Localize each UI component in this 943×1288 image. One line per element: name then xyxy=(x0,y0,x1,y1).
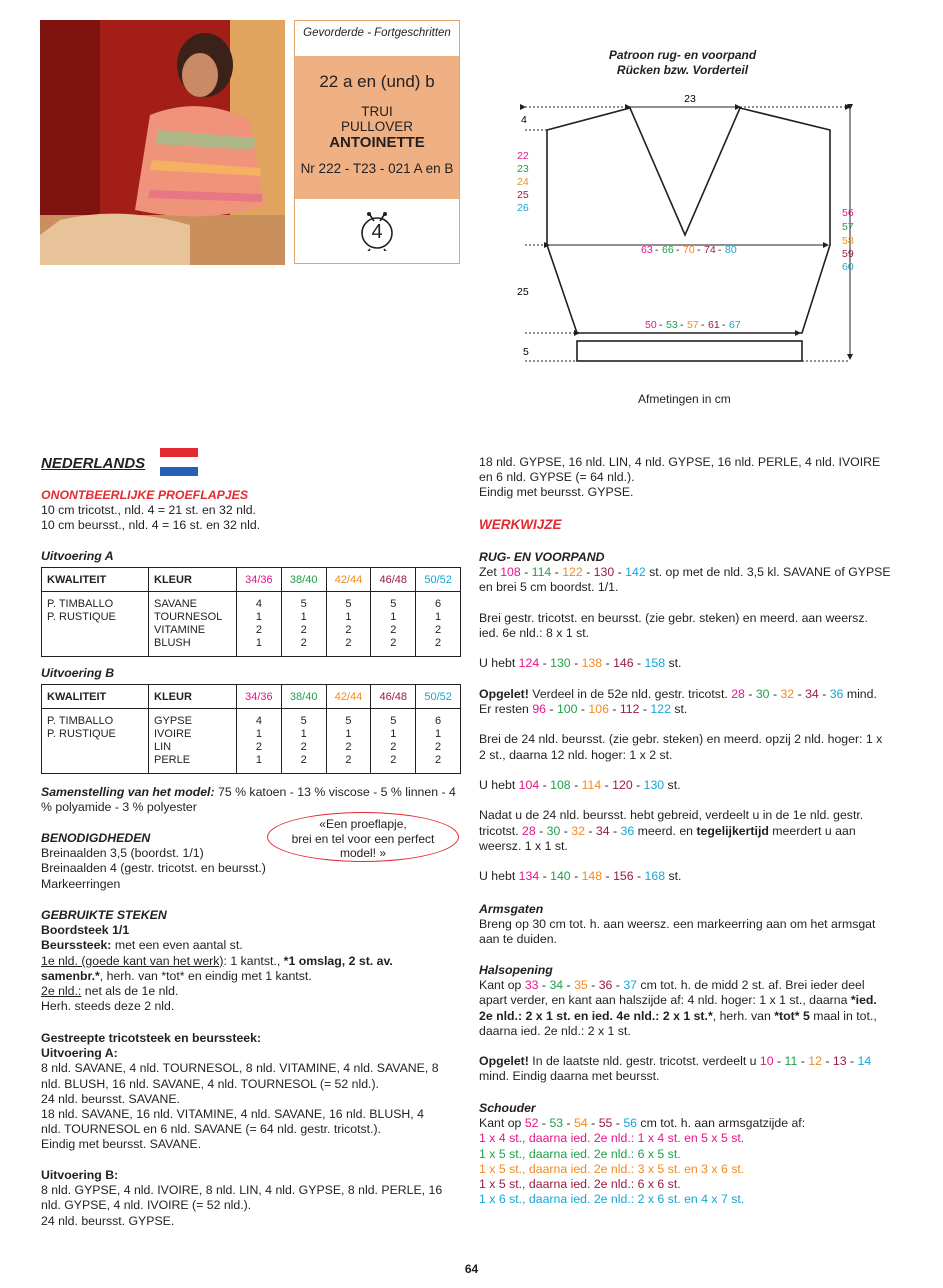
svg-text:22: 22 xyxy=(517,150,529,162)
th-size-3: 42/44 xyxy=(326,568,371,592)
svg-text:61: 61 xyxy=(708,319,720,331)
svg-text:67: 67 xyxy=(729,319,741,331)
dutch-flag-icon xyxy=(160,448,198,476)
werkwijze-heading: WERKWIJZE xyxy=(479,517,562,532)
proef-heading: ONONTBEERLIJKE PROEFLAPJES xyxy=(41,488,249,502)
svg-text:60: 60 xyxy=(842,261,854,273)
pattern-label xyxy=(294,20,460,264)
rug-section: RUG- EN VOORPAND Zet 108 - 114 - 122 - 130 - 142 st. op met de nld. 3,5 kl. SAVANE of GYPSE en brei 5 cm boordst. 1/1. Brei gestr. tricotst. en beursst. (zie gebr. steken) en meerd. aan weersz. ied. 6e nld.: 8 x 1 st. U hebt 124 - 130 - 138 - 146 - 158 st. Opgelet! Verdeel in de 52e nld. gestr. tricotst. 28 - 30 - 32 - 34 - 36 mind. Er resten 96 - 100 - 106 - 112 - 122 st. Brei de 24 nld. beursst. (zie gebr. steken) en meerd. opzij 2 nld. hoger: 1 x 2 st., daarna 12 nld. hoger: 1 x 2 st. U hebt 104 - 108 - 114 - 120 - 130 st. Nadat u de 24 nld. beursst. hebt gebreid, verdeelt u in de 1e nld. gestr. tricotst. 28 - 30 - 32 - 34 - 36 meerd. en tegelijkertijd meerdert u aan weersz. 1 x 1 st. U hebt 134 - 140 - 148 - 156 - 168 st. xyxy=(479,550,891,884)
th-size-2: 38/40 xyxy=(281,568,326,592)
title-block xyxy=(295,56,459,199)
table-header-row: KWALITEIT KLEUR 34/36 38/40 42/44 46/48 50/52 xyxy=(42,685,461,709)
diagram-title xyxy=(515,48,865,78)
table-header-row xyxy=(42,568,461,592)
page-number: 64 xyxy=(464,1262,479,1276)
chest-labels xyxy=(641,244,737,256)
top-width-label: 23 xyxy=(684,93,696,105)
pattern-name: ANTOINETTE xyxy=(329,134,425,151)
dimension-labels xyxy=(517,93,854,358)
language-heading xyxy=(41,455,145,472)
tip-bubble: «Een proeflapje, brei en tel voor een perfect model! » xyxy=(267,812,459,862)
gebruikte-steken: GEBRUIKTE STEKEN Boordsteek 1/1 Beurssteek: met een even aantal st. 1e nld. (goede kant van het werk): 1 kantst., *1 omslag, 2 st. av. samenbr.*, herh. van *tot* en eindig met 1 kantst. 2e nld.: net als de 1e nld. Herh. steeds deze 2 nld. xyxy=(41,908,393,1014)
benodigdheden: BENODIGDHEDEN Breinaalden 3,5 (boordst. 1/1) Breinaalden 4 (gestr. tricotst. en beursst.) Markeerringen xyxy=(41,831,266,891)
svg-text:50: 50 xyxy=(645,319,657,331)
svg-text:66: 66 xyxy=(662,244,674,256)
svg-text:63: 63 xyxy=(641,244,653,256)
stripe-b-section: Uitvoering B: 8 nld. GYPSE, 4 nld. IVOIRE, 8 nld. LIN, 4 nld. GYPSE, 8 nld. PERLE, 16 nld. GYPSE, 4 nld. IVOIRE (= 52 nld.). 24 nld. beursst. GYPSE. xyxy=(41,1168,443,1228)
svg-text:57: 57 xyxy=(687,319,699,331)
svg-text:24: 24 xyxy=(517,176,529,188)
svg-text:25: 25 xyxy=(517,189,529,201)
svg-text:-: - xyxy=(718,244,722,256)
uitvoering-b-label: Uitvoering B xyxy=(41,666,115,680)
rib-label: 5 xyxy=(523,346,529,358)
diagram-caption: Afmetingen in cm xyxy=(638,392,731,406)
uitvoering-a-label: Uitvoering A xyxy=(41,549,114,563)
diagram-title-2: Rücken bzw. Vorderteil xyxy=(616,63,749,77)
yarn-table-b xyxy=(41,684,461,774)
svg-text:-: - xyxy=(655,244,659,256)
svg-text:70: 70 xyxy=(683,244,695,256)
bottom-labels xyxy=(645,319,741,331)
svg-text:-: - xyxy=(676,244,680,256)
schouder-section: Schouder Kant op 52 - 53 - 54 - 55 - 56 cm tot. h. aan armsgatzijde af: 1 x 4 st., daarna ied. 2e nld.: 1 x 4 st. en 5 x 5 st. 1 x 5 st., daarna ied. 2e nld.: 6 x 5 st. 1 x 5 st., daarna ied. 2e nld.: 3 x 5 st. en 3 x 6 st. 1 x 5 st., daarna ied. 2e nld.: 6 x 6 st. 1 x 6 st., daarna ied. 2e nld.: 2 x 6 st. en 4 x 7 st. xyxy=(479,1101,806,1207)
language-title: NEDERLANDS xyxy=(41,455,146,472)
th-size-5: 50/52 xyxy=(416,568,461,592)
shoulder-label: 4 xyxy=(521,114,527,126)
needle-icon xyxy=(357,211,397,251)
pattern-code: Nr 222 - T23 - 021 A en B xyxy=(300,161,454,176)
table-row: P. TIMBALLO P. RUSTIQUE SAVANE TOURNESOL VITAMINE BLUSH 4 1 2 1 5 1 2 2 5 1 2 2 5 1 2 2 6 1 2 2 xyxy=(42,592,461,657)
svg-text:23: 23 xyxy=(517,163,529,175)
pattern-number: 22 a en (und) b xyxy=(319,72,435,91)
th-kleur: KLEUR xyxy=(149,568,237,592)
svg-text:26: 26 xyxy=(517,202,529,214)
proef-line-2: 10 cm beursst., nld. 4 = 16 st. en 32 nld. xyxy=(41,518,261,533)
proef-line-1: 10 cm tricotst., nld. 4 = 21 st. en 32 nld. xyxy=(41,503,256,518)
table-row: P. TIMBALLO P. RUSTIQUE GYPSE IVOIRE LIN PERLE 4 1 2 1 5 1 2 2 5 1 2 2 5 1 2 2 6 1 2 2 xyxy=(42,709,461,774)
model-illustration xyxy=(40,20,285,265)
svg-text:74: 74 xyxy=(704,244,716,256)
body-label: 25 xyxy=(517,286,529,298)
th-size-4: 46/48 xyxy=(371,568,416,592)
diagram-title-1: Patroon rug- en voorpand xyxy=(608,48,757,62)
th-kwaliteit: KWALITEIT xyxy=(42,568,149,592)
svg-text:-: - xyxy=(701,319,705,331)
th-size-1: 34/36 xyxy=(237,568,282,592)
svg-text:-: - xyxy=(697,244,701,256)
pattern-diagram xyxy=(505,85,875,385)
svg-text:58: 58 xyxy=(842,235,854,247)
svg-text:56: 56 xyxy=(842,207,854,219)
svg-text:59: 59 xyxy=(842,248,854,260)
svg-text:-: - xyxy=(722,319,726,331)
svg-text:-: - xyxy=(659,319,663,331)
composition: Samenstelling van het model: 75 % katoen - 13 % viscose - 5 % linnen - 4 % polyamide - 3 % polyester xyxy=(41,785,456,815)
type-label-2: PULLOVER xyxy=(340,119,414,134)
type-label-1: TRUI xyxy=(361,104,393,119)
model-photo xyxy=(40,20,285,265)
armhole-labels xyxy=(842,207,854,273)
svg-text:80: 80 xyxy=(725,244,737,256)
stripe-section: Gestreepte tricotsteek en beurssteek: Uitvoering A: 8 nld. SAVANE, 4 nld. TOURNESOL, 8 nld. VITAMINE, 4 nld. SAVANE, 8 nld. BLUSH, 16 nld. SAVANE, 4 nld. TOURNESOL (= 52 nld.). 24 nld. beursst. SAVANE. 18 nld. SAVANE, 16 nld. VITAMINE, 4 nld. SAVANE, 16 nld. BLUSH, 4 nld. TOURNESOL en 6 nld. SAVANE (= 64 nld. gestr. tricotst.). Eindig met beursst. SAVANE. xyxy=(41,1031,439,1152)
svg-text:57: 57 xyxy=(842,221,854,233)
halsopening-section: Halsopening Kant op 33 - 34 - 35 - 36 - 37 cm tot. h. de midd 2 st. af. Brei ieder deel apart verder, en kant aan halszijde af: 4 nld. hoger: 1 x 1 st., daarna *ied. 2e nld.: 2 x 1 st. en ied. 4e nld.: 2 x 1 st.*, herh. van *tot* 5 maal in tot., daarna ied. 2e nld.: 2 x 1 st. Opgelet! In de laatste nld. gestr. tricotst. verdeelt u 10 - 11 - 12 - 13 - 14 mind. Eindig daarna met beursst. xyxy=(479,963,877,1084)
neck-depth-labels xyxy=(517,150,529,214)
armsgaten-section: Armsgaten Breng op 30 cm tot. h. aan weersz. een markeerring aan om het armsgat aan te duiden. xyxy=(479,902,876,947)
svg-text:-: - xyxy=(680,319,684,331)
stripe-b-continued: 18 nld. GYPSE, 16 nld. LIN, 4 nld. GYPSE, 16 nld. PERLE, 4 nld. IVOIRE en 6 nld. GYPSE (= 64 nld.). Eindig met beursst. GYPSE. xyxy=(479,455,881,500)
svg-text:53: 53 xyxy=(666,319,678,331)
level-label: Gevorderde - Fortgeschritten xyxy=(303,27,451,39)
yarn-table-a xyxy=(41,567,461,657)
needle-size: 4 xyxy=(371,221,383,243)
